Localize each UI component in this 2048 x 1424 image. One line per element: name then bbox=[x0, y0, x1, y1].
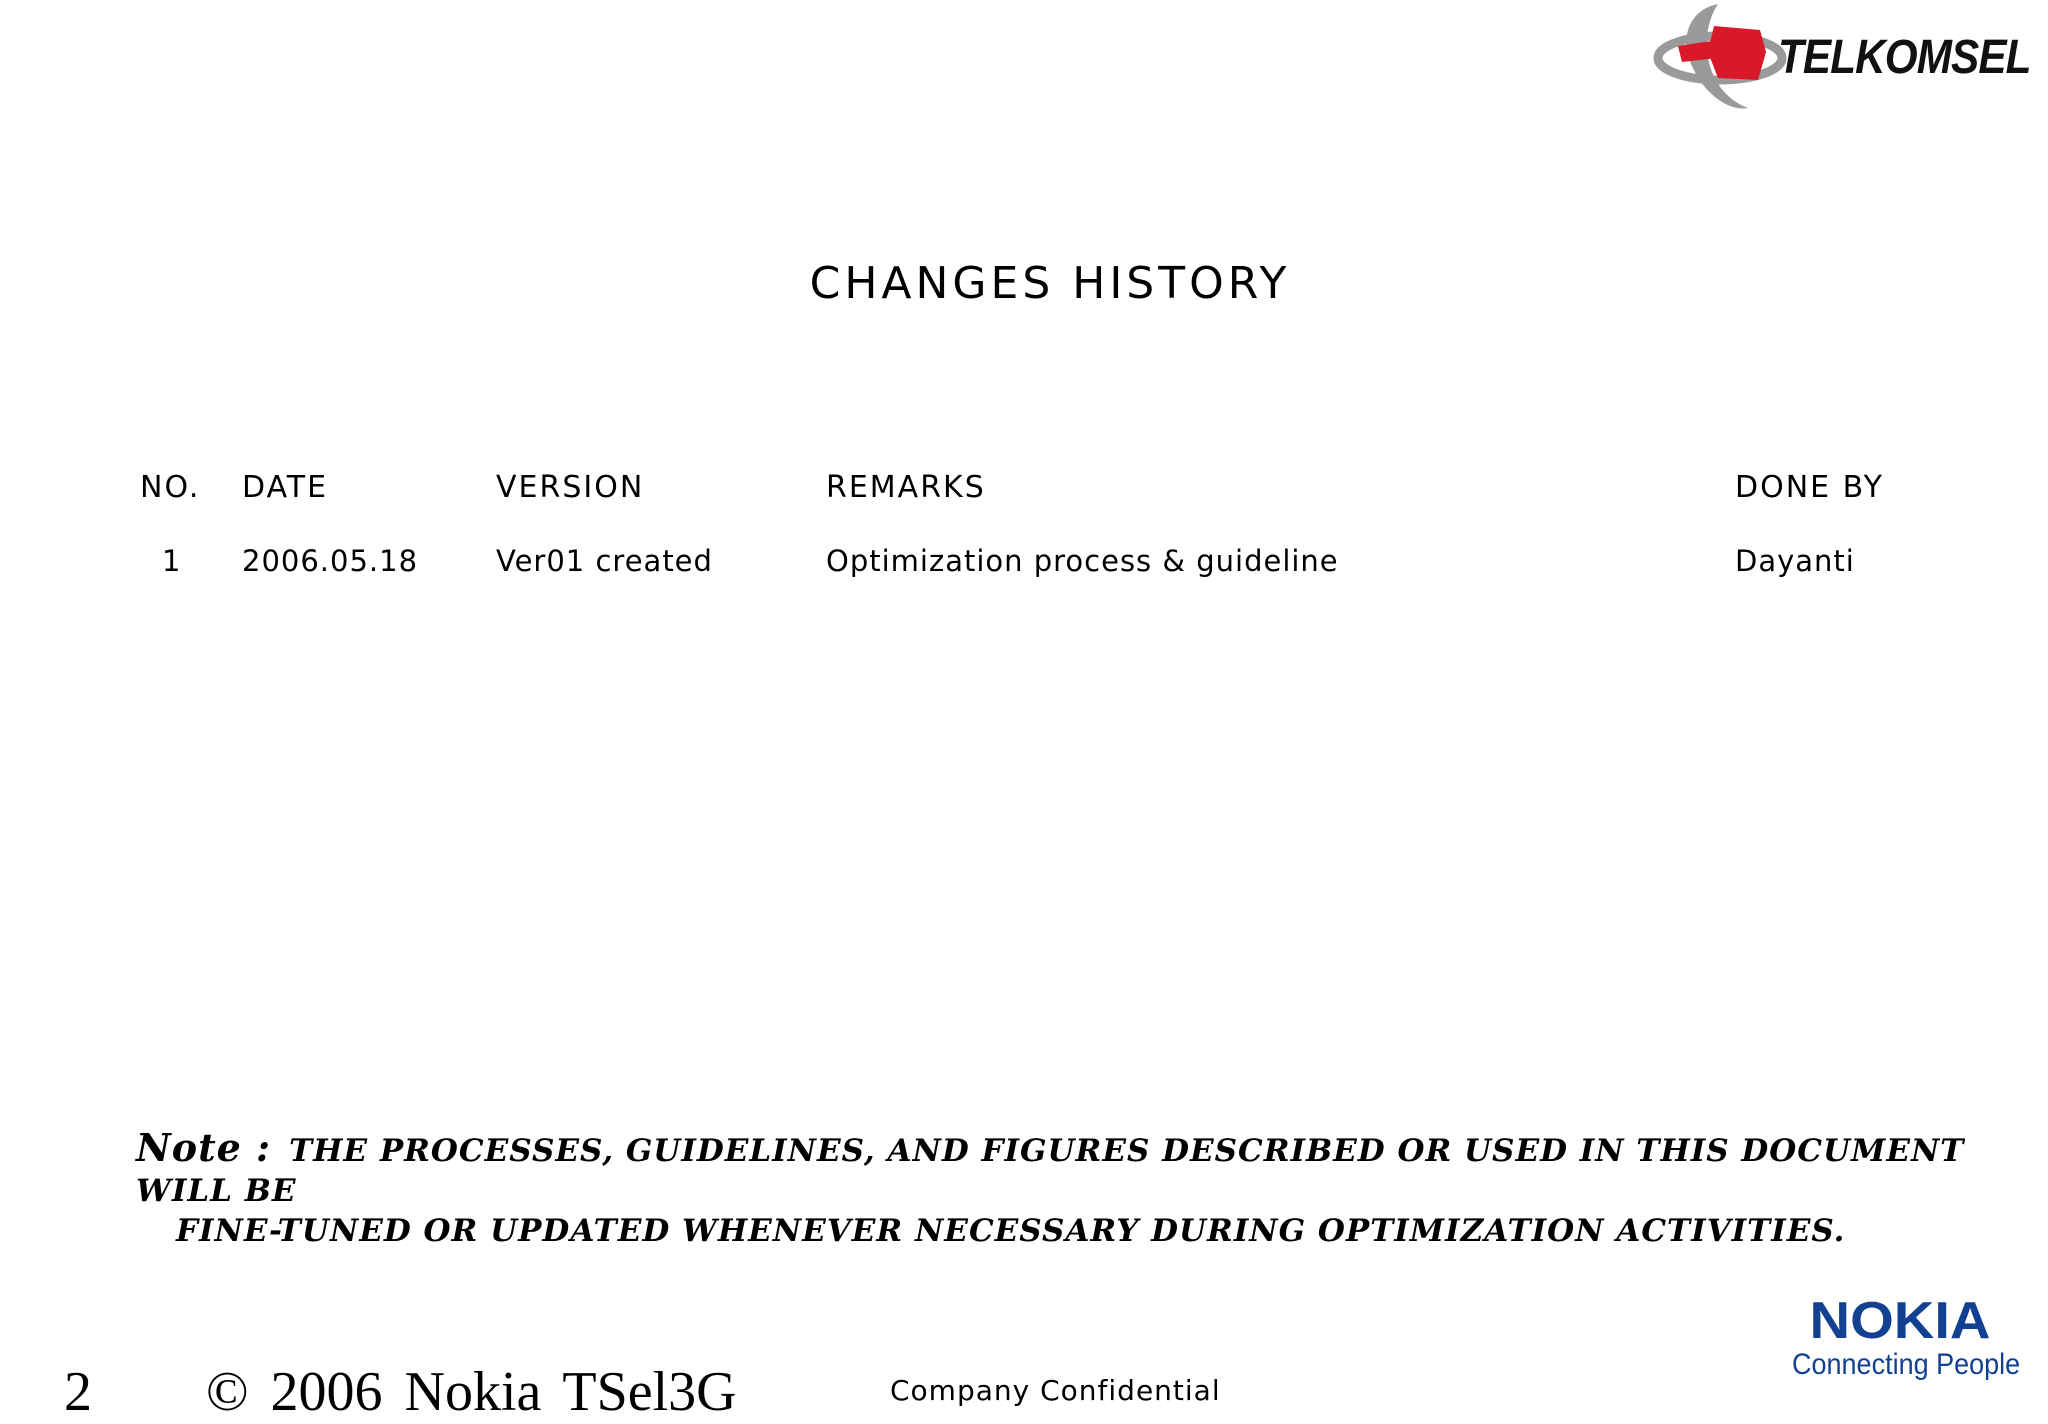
cell-date: 2006.05.18 bbox=[242, 544, 419, 578]
telkomsel-emblem-icon bbox=[1648, 0, 1788, 120]
telkomsel-logo bbox=[1648, 0, 2040, 120]
column-header-version: VERSION bbox=[496, 470, 645, 505]
note-line-1: THE PROCESSES, GUIDELINES, AND FIGURES DESCRIBED OR USED IN THIS DOCUMENT WILL BE bbox=[136, 1133, 1965, 1209]
page-title: CHANGES HISTORY bbox=[809, 258, 1291, 309]
column-header-remarks: REMARKS bbox=[826, 470, 986, 505]
column-header-date: DATE bbox=[242, 470, 329, 505]
column-header-done-by: DONE BY bbox=[1735, 470, 1884, 505]
nokia-logo bbox=[1780, 1294, 2020, 1382]
cell-no: 1 bbox=[162, 544, 182, 578]
cell-done-by: Dayanti bbox=[1735, 544, 1855, 578]
nokia-tagline: Connecting People bbox=[1792, 1348, 2021, 1381]
copyright-text: © 2006 Nokia TSel3G bbox=[206, 1361, 737, 1423]
cell-version: Ver01 created bbox=[496, 544, 713, 578]
footer bbox=[0, 1360, 2048, 1423]
telkomsel-wordmark: TELKOMSEL bbox=[1778, 31, 2031, 84]
page-number: 2 bbox=[64, 1361, 92, 1423]
nokia-wordmark: NOKIA bbox=[1809, 1292, 1991, 1350]
column-header-no: NO. bbox=[140, 470, 201, 505]
cell-remarks: Optimization process & guideline bbox=[826, 544, 1339, 578]
note-line-2: FINE-TUNED OR UPDATED WHENEVER NECESSARY DURING OPTIMIZATION ACTIVITIES. bbox=[176, 1213, 1846, 1249]
note-block bbox=[136, 1125, 1966, 1251]
note-prefix: Note : bbox=[136, 1125, 272, 1170]
confidential-label: Company Confidential bbox=[890, 1374, 1221, 1407]
